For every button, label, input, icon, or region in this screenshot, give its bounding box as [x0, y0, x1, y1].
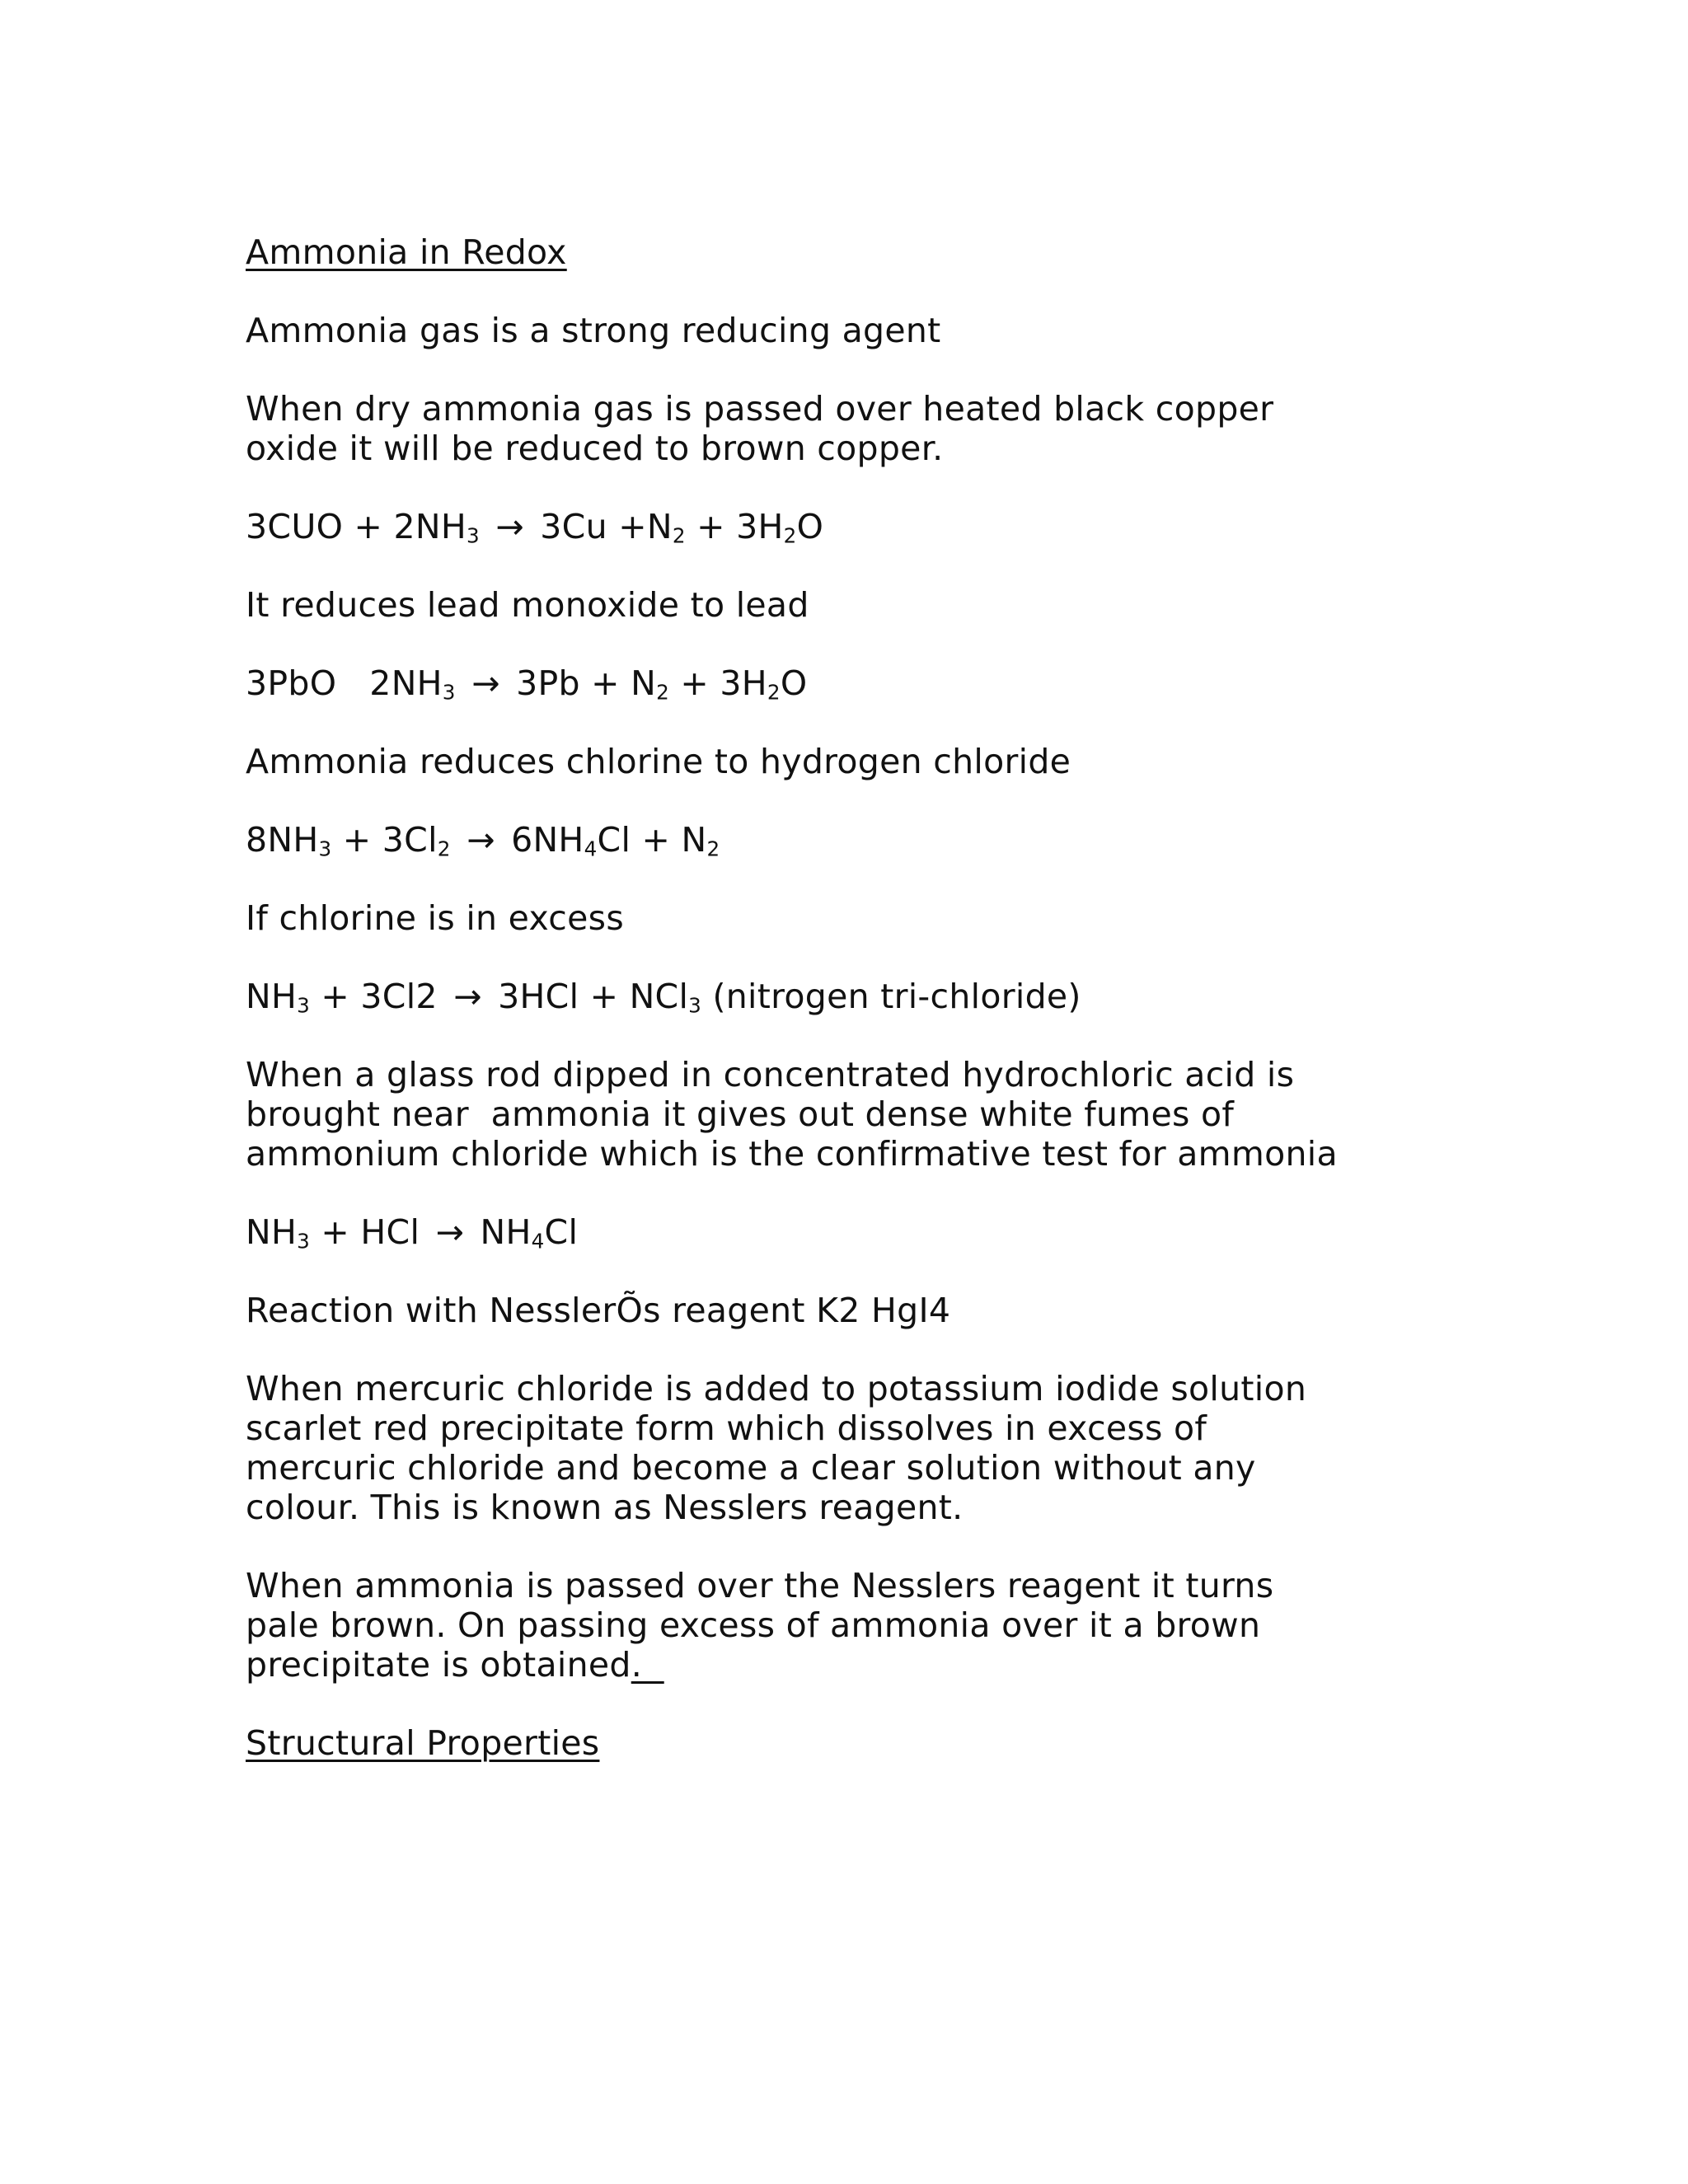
paragraph-line: ammonium chloride which is the confirmative test for ammonia [246, 1134, 1338, 1174]
paragraph-text: Reaction with NesslerÕs reagent K2 HgI4 [246, 1291, 951, 1330]
paragraph-line: scarlet red precipitate form which dissolves in excess of [246, 1408, 1207, 1448]
paragraph-line: colour. This is known as Nesslers reagent. [246, 1488, 964, 1527]
paragraph-line: pale brown. On passing excess of ammonia over it a brown [246, 1605, 1261, 1645]
paragraph [246, 898, 1457, 938]
equation-part: 3Cu +N [540, 507, 673, 546]
equation [246, 507, 1457, 546]
equation-part: 6NH [511, 820, 584, 860]
equation-part: O [796, 507, 824, 546]
equation-part: Cl + N [597, 820, 707, 860]
paragraph-line: When ammonia is passed over the Nesslers reagent it turns [246, 1566, 1274, 1605]
paragraph-line: oxide it will be reduced to brown copper. [246, 429, 944, 468]
equation [246, 663, 1457, 703]
subscript: 3 [688, 993, 702, 1018]
paragraph [246, 1566, 1457, 1685]
subscript: 4 [531, 1229, 545, 1254]
equation-part: NH [246, 977, 298, 1016]
subscript: 3 [467, 523, 480, 548]
equation-part: NH [480, 1212, 532, 1252]
equation-part: + HCl [310, 1212, 420, 1252]
paragraph-text: Ammonia reduces chlorine to hydrogen chloride [246, 742, 1071, 781]
paragraph-line: When dry ammonia gas is passed over heated black copper [246, 389, 1274, 429]
paragraph [246, 742, 1457, 781]
paragraph [246, 585, 1457, 625]
paragraph-text: Ammonia gas is a strong reducing agent [246, 311, 941, 350]
equation [246, 820, 1457, 860]
subscript: 3 [297, 993, 311, 1018]
subscript: 2 [783, 523, 797, 548]
equation-part: + 3Cl2 [310, 977, 438, 1016]
arrow-symbol: → [453, 977, 482, 1016]
heading-text: Ammonia in Redox [246, 232, 567, 272]
subscript: 3 [297, 1229, 311, 1254]
paragraph [246, 389, 1457, 468]
arrow-symbol: → [435, 1212, 465, 1252]
arrow-symbol: → [471, 663, 500, 703]
paragraph-line [246, 1645, 1457, 1685]
equation-part: + 3Cl [331, 820, 438, 860]
subscript: 2 [767, 680, 781, 705]
equation [246, 1212, 1457, 1252]
heading-text: Structural Properties [246, 1723, 600, 1763]
section-heading [246, 232, 1457, 272]
equation-part: 3HCl + NCl [498, 977, 689, 1016]
paragraph-text: precipitate is obtained [246, 1645, 631, 1685]
section-heading [246, 1723, 1457, 1763]
equation-part: NH [246, 1212, 298, 1252]
equation-part: (nitrogen tri-chloride) [701, 977, 1081, 1016]
paragraph [246, 311, 1457, 350]
paragraph-text: It reduces lead monoxide to lead [246, 585, 809, 625]
equation-part: 3CUO + 2NH [246, 507, 467, 546]
subscript: 2 [656, 680, 670, 705]
paragraph-line: mercuric chloride and become a clear solution without any [246, 1448, 1256, 1488]
equation-part: 8NH [246, 820, 319, 860]
paragraph-line: When mercuric chloride is added to potassium iodide solution [246, 1369, 1307, 1408]
subscript: 2 [672, 523, 686, 548]
subscript: 2 [437, 837, 451, 861]
equation [246, 977, 1457, 1016]
equation-part: O [780, 663, 808, 703]
arrow-symbol: → [495, 507, 524, 546]
paragraph-text: If chlorine is in excess [246, 898, 624, 938]
subscript: 4 [584, 837, 598, 861]
paragraph-line: When a glass rod dipped in concentrated hydrochloric acid is [246, 1055, 1295, 1094]
paragraph [246, 1291, 1457, 1330]
subscript: 3 [442, 680, 456, 705]
equation-part: 3Pb + N [516, 663, 657, 703]
underlined-text: . [631, 1645, 664, 1685]
document-body [246, 232, 1457, 1802]
paragraph [246, 1369, 1457, 1527]
equation-part: + 3H [669, 663, 767, 703]
subscript: 3 [318, 837, 332, 861]
equation-part: + 3H [685, 507, 784, 546]
equation-part: 3PbO 2NH [246, 663, 443, 703]
paragraph-line: brought near ammonia it gives out dense white fumes of [246, 1094, 1235, 1134]
subscript: 2 [706, 837, 720, 861]
paragraph [246, 1055, 1457, 1174]
arrow-symbol: → [467, 820, 495, 860]
equation-part: Cl [544, 1212, 579, 1252]
